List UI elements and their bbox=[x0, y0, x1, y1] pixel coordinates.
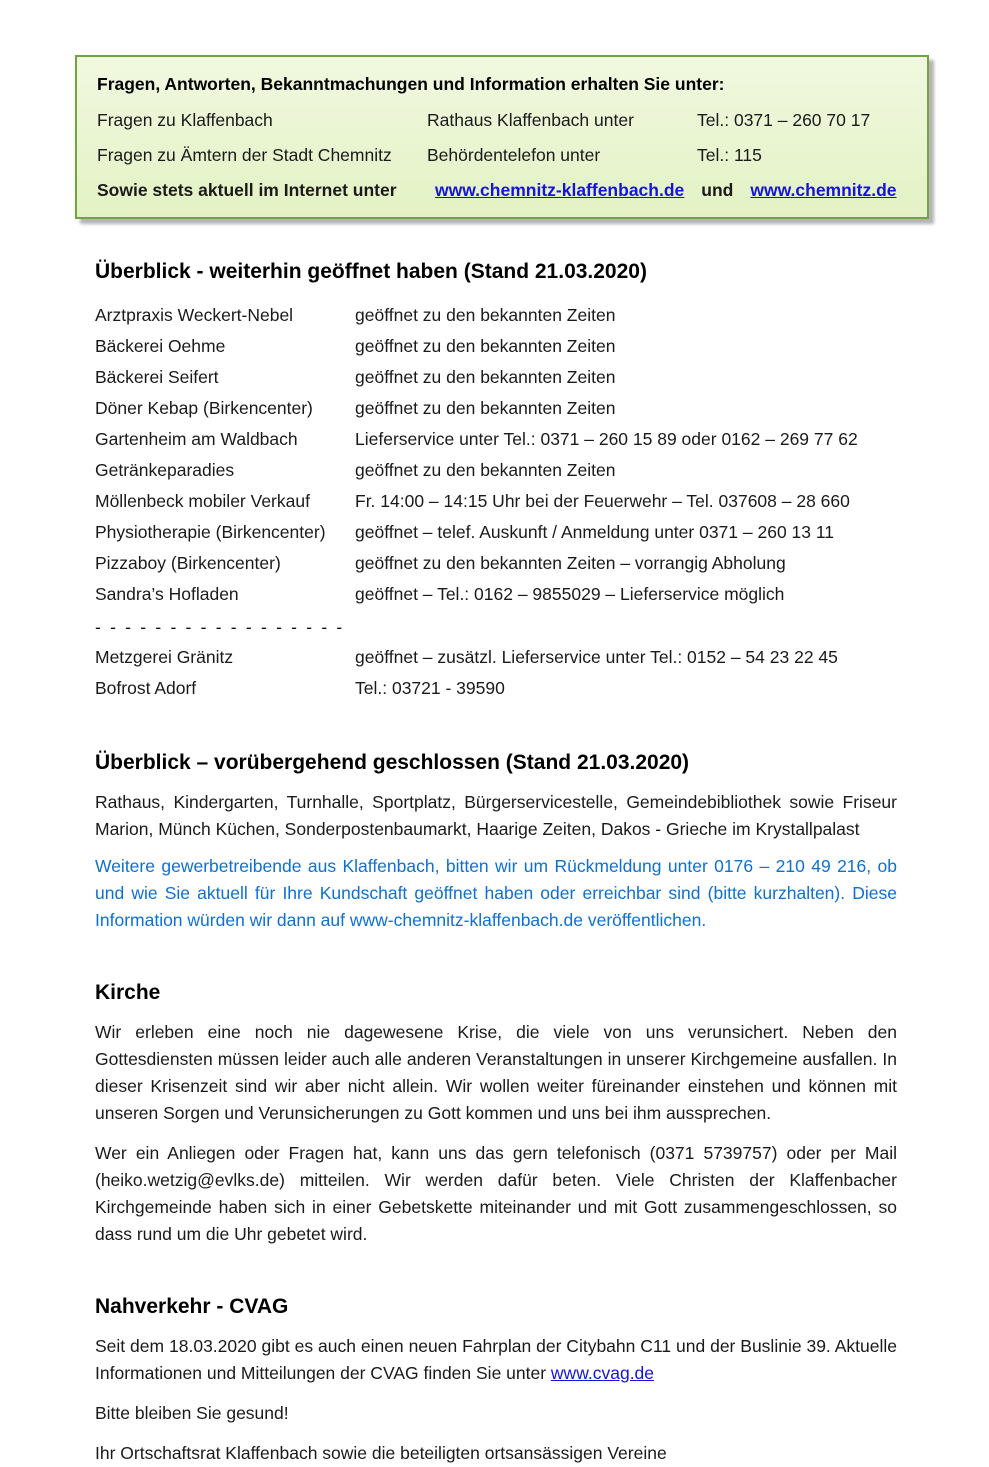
conjunction-label: und bbox=[701, 180, 734, 200]
kirche-paragraph-2: Wer ein Anliegen oder Fragen hat, kann uns das gern telefonisch (0371 5739757) oder per Mail (heiko.wetzig@evlks.de) mitteilen. Wir werden dafür beten. Viele Christen der Klaffenbacher Kirchgemeinde haben sich in einer Gebetskette miteinander und mit Gott zusammengeschlossen, so dass rund um die Uhr gebetet wird. bbox=[95, 1143, 897, 1244]
business-name: Physiotherapie (Birkencenter) bbox=[95, 522, 326, 542]
info-box-topic: Fragen zu Klaffenbach bbox=[97, 110, 273, 130]
nahverkehr-heading: Nahverkehr - CVAG bbox=[95, 1295, 289, 1318]
link-cvag[interactable]: www.cvag.de bbox=[550, 1363, 655, 1383]
open-section-heading: Überblick - weiterhin geöffnet haben (Stand 21.03.2020) bbox=[95, 260, 647, 283]
business-row bbox=[95, 428, 989, 459]
business-row bbox=[95, 583, 989, 614]
business-status: geöffnet – telef. Auskunft / Anmeldung unter 0371 – 260 13 11 bbox=[355, 522, 835, 542]
feedback-notice-paragraph: Weitere gewerbetreibende aus Klaffenbach, bitten wir um Rückmeldung unter 0176 – 210 49 216, ob und wie Sie aktuell für Ihre Kundschaft geöffnet haben oder erreichbar sind (bitte kurzhalten). Diese Information würden wir dann auf www-chemnitz-klaffenbach.de veröffentlichen. bbox=[95, 856, 897, 930]
closed-list-paragraph: Rathaus, Kindergarten, Turnhalle, Sportplatz, Bürgerservicestelle, Gemeindebibliothek sowie Friseur Marion, Münch Küchen, Sonderpostenbaumarkt, Haarige Zeiten, Dakos - Grieche im Krystallpalast bbox=[95, 792, 897, 839]
business-status: geöffnet zu den bekannten Zeiten bbox=[355, 336, 616, 356]
stay-healthy-line: Bitte bleiben Sie gesund! bbox=[95, 1403, 289, 1423]
nahverkehr-paragraph bbox=[95, 1333, 897, 1387]
link-chemnitz[interactable]: www.chemnitz.de bbox=[750, 180, 897, 200]
info-box-row bbox=[97, 109, 907, 131]
info-box-row bbox=[97, 144, 907, 166]
kirche-paragraph-1: Wir erleben eine noch nie dagewesene Krise, die viele von uns verunsichert. Neben den Gottesdiensten müssen leider auch alle anderen Veranstaltungen in unserer Kirchgemeine ausfallen. In dieser Krisenzeit sind wir aber nicht allein. Wir wollen weiter füreinander einstehen und können mit unseren Sorgen und Verunsicherungen zu Gott kommen und uns bei ihm aussprechen. bbox=[95, 1022, 897, 1123]
dashed-separator: - - - - - - - - - - - - - - - - - bbox=[95, 617, 345, 637]
link-chemnitz-klaffenbach[interactable]: www.chemnitz-klaffenbach.de bbox=[435, 180, 685, 200]
business-row bbox=[95, 490, 989, 521]
info-box bbox=[75, 55, 929, 219]
business-row bbox=[95, 646, 989, 677]
business-status: geöffnet – Tel.: 0162 – 9855029 – Lieferservice möglich bbox=[355, 584, 785, 604]
business-name: Sandra’s Hofladen bbox=[95, 584, 239, 604]
info-box-phone: Tel.: 115 bbox=[697, 145, 762, 165]
closed-section-heading: Überblick – vorübergehend geschlossen (Stand 21.03.2020) bbox=[95, 751, 690, 774]
business-row bbox=[95, 677, 989, 708]
business-status: Tel.: 03721 - 39590 bbox=[355, 678, 505, 698]
business-status: Fr. 14:00 – 14:15 Uhr bei der Feuerwehr – Tel. 037608 – 28 660 bbox=[355, 491, 850, 511]
info-box-place: Rathaus Klaffenbach unter bbox=[427, 110, 634, 130]
business-status: geöffnet zu den bekannten Zeiten – vorrangig Abholung bbox=[355, 553, 786, 573]
business-status: geöffnet – zusätzl. Lieferservice unter Tel.: 0152 – 54 23 22 45 bbox=[355, 647, 838, 667]
business-status: geöffnet zu den bekannten Zeiten bbox=[355, 367, 616, 387]
business-status: geöffnet zu den bekannten Zeiten bbox=[355, 398, 616, 418]
business-status: geöffnet zu den bekannten Zeiten bbox=[355, 460, 616, 480]
business-status: Lieferservice unter Tel.: 0371 – 260 15 89 oder 0162 – 269 77 62 bbox=[355, 429, 858, 449]
business-row bbox=[95, 552, 989, 583]
business-row bbox=[95, 397, 989, 428]
business-name: Döner Kebap (Birkencenter) bbox=[95, 398, 313, 418]
business-row bbox=[95, 459, 989, 490]
business-row bbox=[95, 366, 989, 397]
info-box-title: Fragen, Antworten, Bekanntmachungen und Information erhalten Sie unter: bbox=[97, 74, 725, 94]
kirche-heading: Kirche bbox=[95, 981, 161, 1004]
business-row bbox=[95, 521, 989, 552]
business-name: Pizzaboy (Birkencenter) bbox=[95, 553, 281, 573]
business-name: Arztpraxis Weckert-Nebel bbox=[95, 305, 294, 325]
business-name: Bofrost Adorf bbox=[95, 678, 197, 698]
info-box-phone: Tel.: 0371 – 260 70 17 bbox=[697, 110, 871, 130]
business-row bbox=[95, 304, 989, 335]
nahverkehr-text: Seit dem 18.03.2020 gibt es auch einen neuen Fahrplan der Citybahn C11 und der Buslinie 39. Aktuelle Informationen und Mitteilungen der CVAG finden Sie unter bbox=[95, 1336, 897, 1383]
business-status: geöffnet zu den bekannten Zeiten bbox=[355, 305, 616, 325]
info-box-place: Behördentelefon unter bbox=[427, 145, 601, 165]
internet-prefix-label: Sowie stets aktuell im Internet unter bbox=[97, 180, 397, 200]
business-name: Möllenbeck mobiler Verkauf bbox=[95, 491, 310, 511]
info-box-topic: Fragen zu Ämtern der Stadt Chemnitz bbox=[97, 145, 392, 165]
signature-line: Ihr Ortschaftsrat Klaffenbach sowie die beteiligten ortsansässigen Vereine bbox=[95, 1443, 667, 1463]
business-name: Getränkeparadies bbox=[95, 460, 235, 480]
business-name: Bäckerei Oehme bbox=[95, 336, 226, 356]
business-name: Bäckerei Seifert bbox=[95, 367, 219, 387]
business-name: Gartenheim am Waldbach bbox=[95, 429, 298, 449]
info-box-internet-row bbox=[97, 179, 907, 201]
page bbox=[0, 55, 989, 1467]
open-business-list bbox=[95, 304, 989, 708]
business-row bbox=[95, 335, 989, 366]
business-name: Metzgerei Gränitz bbox=[95, 647, 234, 667]
